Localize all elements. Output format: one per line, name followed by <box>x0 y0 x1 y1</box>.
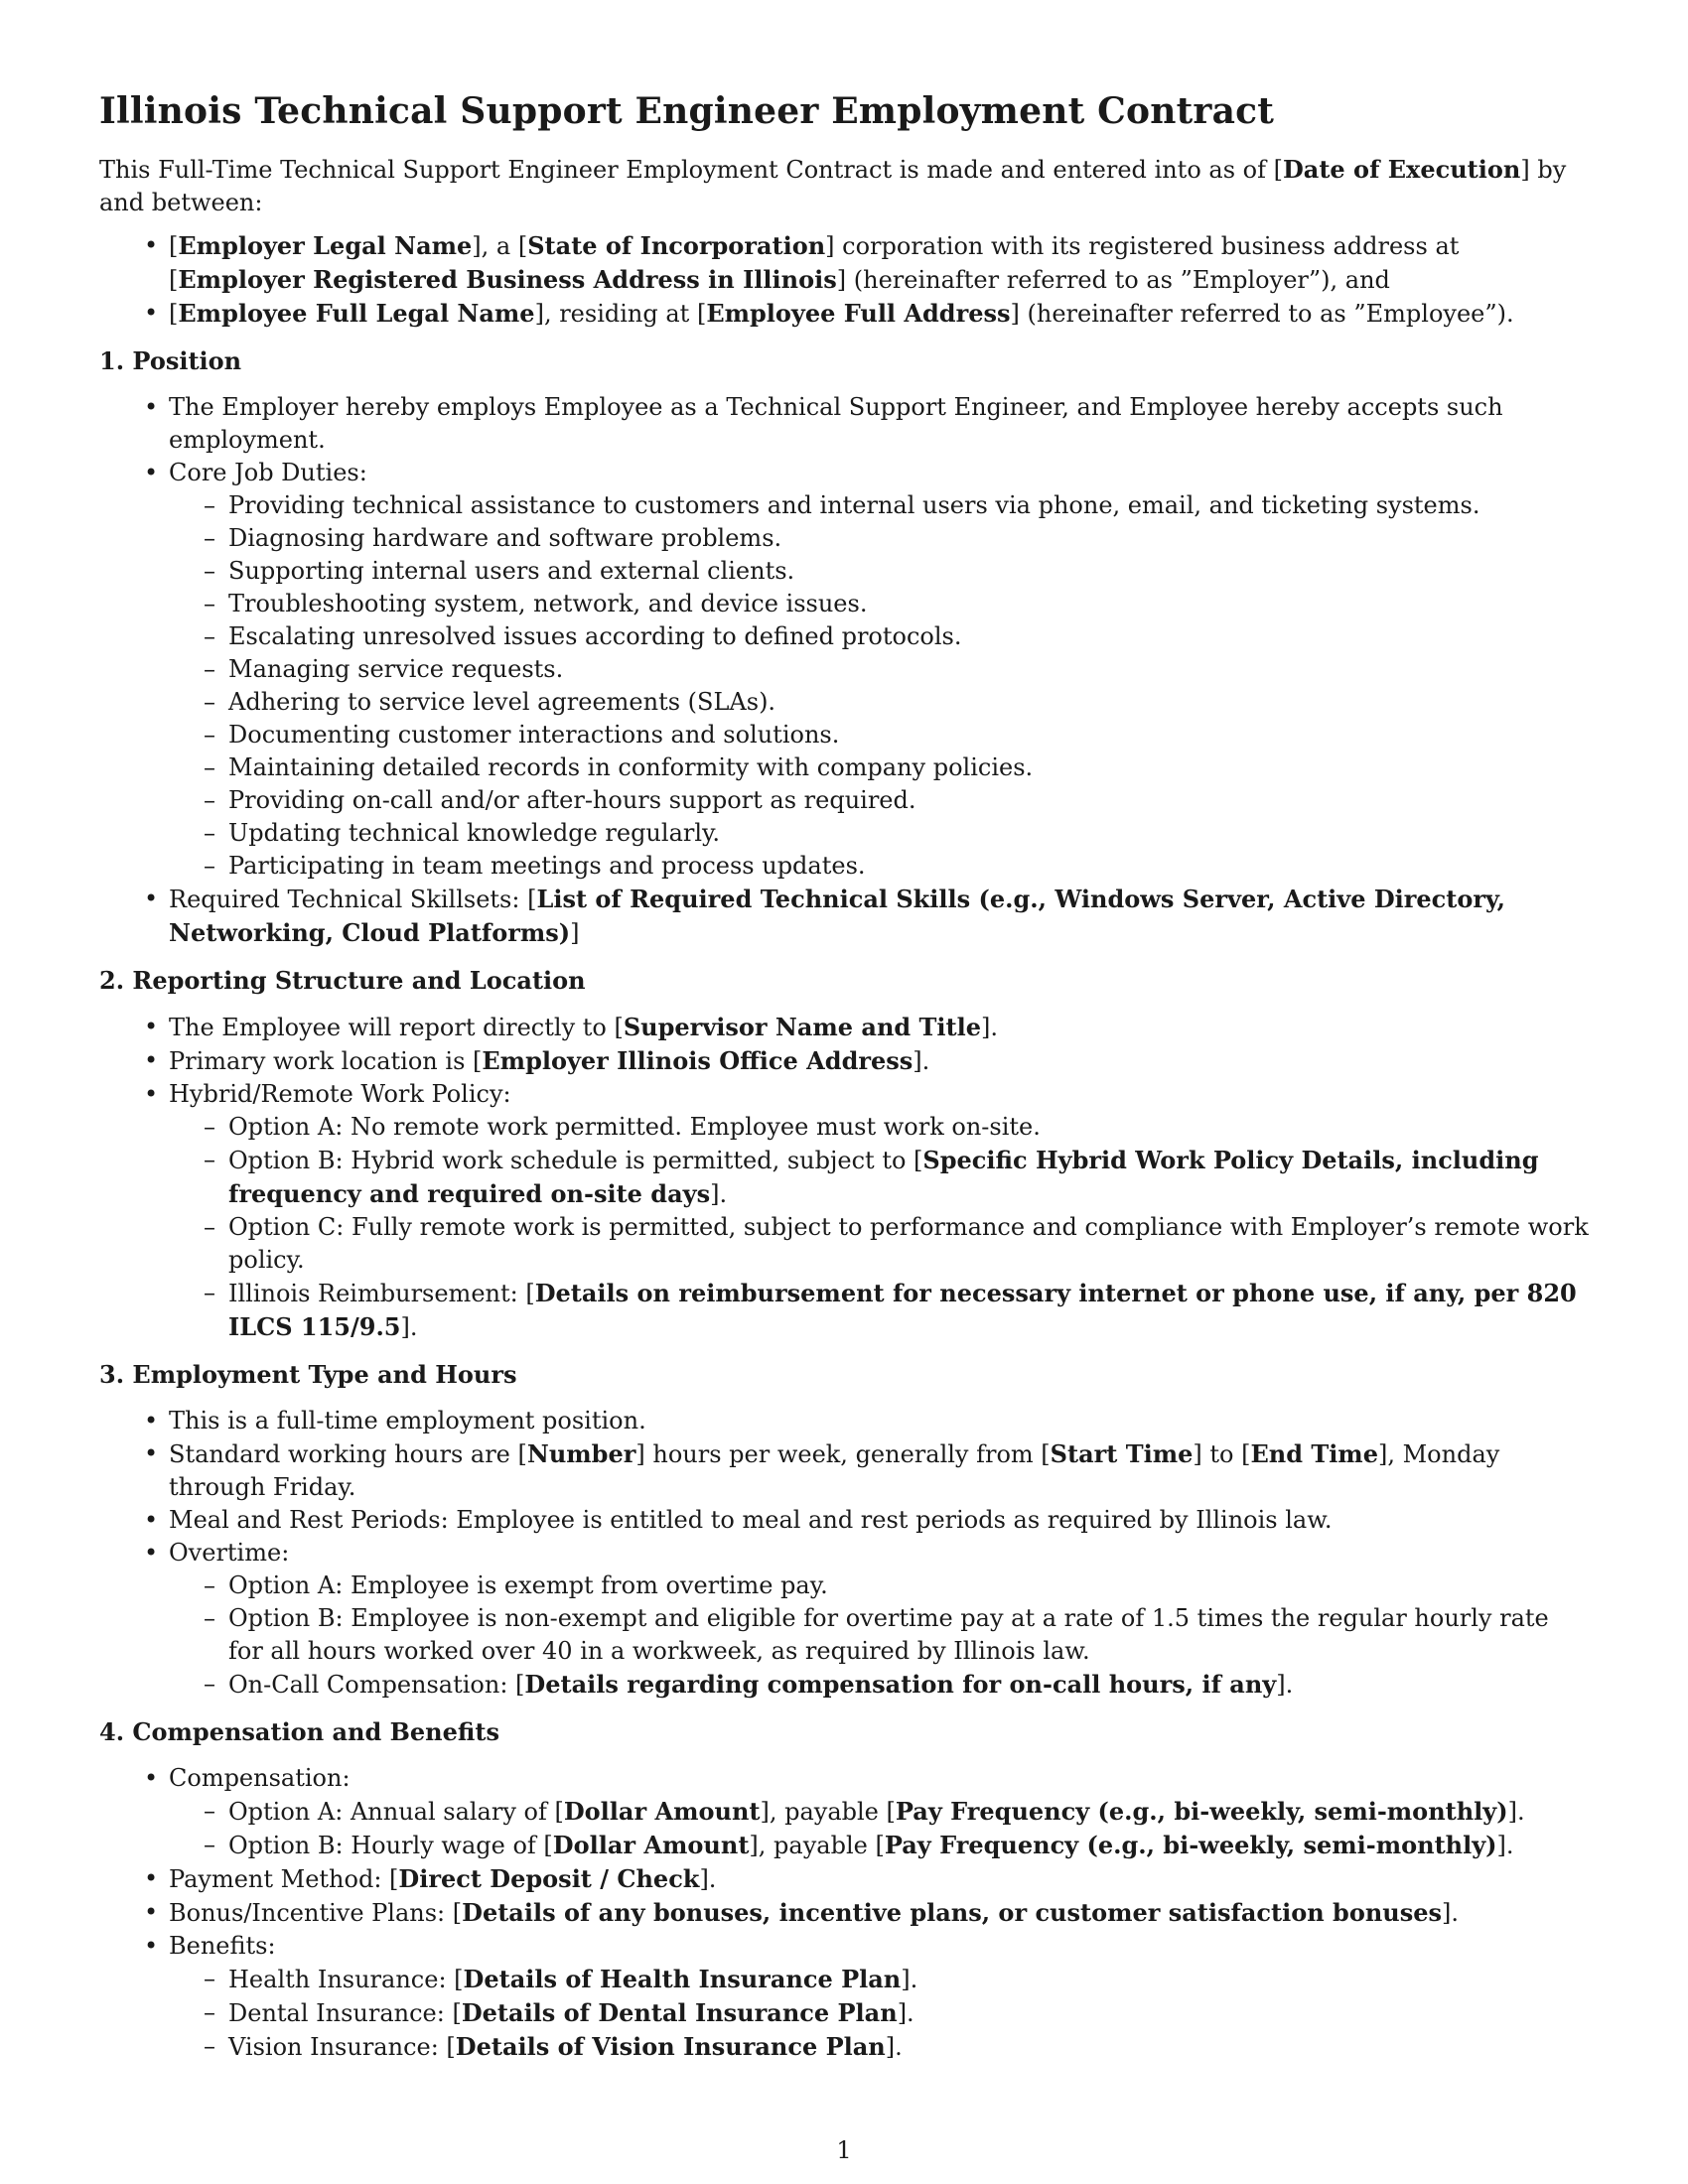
list-item: • Benefits: – Health Insurance: [Details of Health Insurance Plan]. – Dental Insurance: [Details of Dental Insurance Plan]. – Vision Insurance: [Details of Vision Insurance Plan]. <box>169 1930 1589 2064</box>
policy-options-list <box>169 1111 1589 1344</box>
section-heading-compensation: 4. Compensation and Benefits <box>99 1717 499 1746</box>
list-item: • The Employer hereby employs Employee as a Technical Support Engineer, and Employee hereby accepts such employment. <box>169 391 1589 457</box>
sub-item: – Option A: Annual salary of [Dollar Amount], payable [Pay Frequency (e.g., bi-weekly, semi-monthly)]. <box>228 1795 1589 1829</box>
list-item: • The Employee will report directly to [Supervisor Name and Title]. <box>169 1011 1589 1044</box>
sub-item: – Option B: Hourly wage of [Dollar Amount], payable [Pay Frequency (e.g., bi-weekly, semi-monthly)]. <box>228 1829 1589 1862</box>
duty-item: – Providing on-call and/or after-hours support as required. <box>228 784 1589 817</box>
duty-item: – Updating technical knowledge regularly. <box>228 817 1589 850</box>
intro-paragraph: This Full-Time Technical Support Engineer Employment Contract is made and entered into as of [Date of Execution] by and between: <box>99 155 1567 216</box>
page-number: 1 <box>836 2136 852 2164</box>
duty-item: – Diagnosing hardware and software problems. <box>228 522 1589 555</box>
document-title: Illinois Technical Support Engineer Employment Contract <box>99 90 1275 132</box>
hours-list <box>99 1405 1589 1702</box>
position-list <box>99 391 1589 950</box>
document-page <box>99 87 1589 2064</box>
list-item: • Core Job Duties: – Providing technical assistance to customers and internal users via phone, email, and ticketing systems. – Diagnosing hardware and software problems. – Supporting internal users and external clients. – Troubleshooting system, network, and device issues. – Escalating unresolved issues according to defined protocols. – Managing service requests. – Adhering to service level agreements (SLAs). – Documenting customer interactions and solutions. – Maintaining detailed records in conformity with company policies. – Providing on-call and/or after-hours support as required. – Updating technical knowledge regularly. – Participating in team meetings and process updates. <box>169 457 1589 883</box>
sub-item: – Option B: Employee is non-exempt and eligible for overtime pay at a rate of 1.5 times the regular hourly rate for all hours worked over 40 in a workweek, as required by Illinois law. <box>228 1602 1589 1668</box>
duty-item: – Adhering to service level agreements (SLAs). <box>228 686 1589 719</box>
overtime-options-list <box>169 1570 1589 1702</box>
reporting-list <box>99 1011 1589 1344</box>
duty-item: – Escalating unresolved issues according to defined protocols. <box>228 620 1589 653</box>
sub-item: – Illinois Reimbursement: [Details on reimbursement for necessary internet or phone use, if any, per 820 ILCS 115/9.5]. <box>228 1277 1589 1344</box>
list-item: • Primary work location is [Employer Illinois Office Address]. <box>169 1044 1589 1078</box>
sub-item: – Option A: Employee is exempt from overtime pay. <box>228 1570 1589 1602</box>
list-item: • Compensation: – Option A: Annual salary of [Dollar Amount], payable [Pay Frequency (e.g., bi-weekly, semi-monthly)]. – Option B: Hourly wage of [Dollar Amount], payable [Pay Frequency (e.g., bi-weekly, semi-monthly)]. <box>169 1762 1589 1862</box>
list-item: • This is a full-time employment position. <box>169 1405 1589 1437</box>
duties-list <box>169 489 1589 883</box>
sub-item: – Option A: No remote work permitted. Employee must work on-site. <box>228 1111 1589 1144</box>
sub-item: – Vision Insurance: [Details of Vision Insurance Plan]. <box>228 2030 1589 2064</box>
list-item: • Bonus/Incentive Plans: [Details of any bonuses, incentive plans, or customer satisfaction bonuses]. <box>169 1896 1589 1930</box>
benefits-list <box>169 1963 1589 2064</box>
section-heading-position: 1. Position <box>99 346 242 375</box>
list-item: • Meal and Rest Periods: Employee is entitled to meal and rest periods as required by Illinois law. <box>169 1504 1589 1537</box>
parties-list <box>99 229 1589 331</box>
sub-item: – Dental Insurance: [Details of Dental Insurance Plan]. <box>228 1996 1589 2030</box>
list-item: • Required Technical Skillsets: [List of Required Technical Skills (e.g., Windows Server, Active Directory, Networking, Cloud Platforms)] <box>169 883 1589 950</box>
sub-item: – On-Call Compensation: [Details regarding compensation for on-call hours, if any]. <box>228 1668 1589 1702</box>
section-heading-reporting: 2. Reporting Structure and Location <box>99 966 586 995</box>
section-heading-hours: 3. Employment Type and Hours <box>99 1360 517 1389</box>
duty-item: – Supporting internal users and external clients. <box>228 555 1589 588</box>
duty-item: – Providing technical assistance to customers and internal users via phone, email, and ticketing systems. <box>228 489 1589 522</box>
list-item: • Hybrid/Remote Work Policy: – Option A: No remote work permitted. Employee must work on-site. – Option B: Hybrid work schedule is permitted, subject to [Specific Hybrid Work Policy Details, including frequency and required on-site days]. – Option C: Fully remote work is permitted, subject to performance and compliance with Employer’s remote work policy. – Illinois Reimbursement: [Details on reimbursement for necessary internet or phone use, if any, per 820 ILCS 115/9.5]. <box>169 1078 1589 1344</box>
list-item: • Payment Method: [Direct Deposit / Check]. <box>169 1862 1589 1896</box>
sub-item: – Option B: Hybrid work schedule is permitted, subject to [Specific Hybrid Work Policy Details, including frequency and required on-site days]. <box>228 1144 1589 1211</box>
sub-item: – Option C: Fully remote work is permitted, subject to performance and compliance with Employer’s remote work policy. <box>228 1211 1589 1277</box>
duty-item: – Maintaining detailed records in conformity with company policies. <box>228 751 1589 784</box>
sub-item: – Health Insurance: [Details of Health Insurance Plan]. <box>228 1963 1589 1996</box>
duty-item: – Participating in team meetings and process updates. <box>228 850 1589 883</box>
party-employee: • [Employee Full Legal Name], residing at [Employee Full Address] (hereinafter referred to as ”Employee”). <box>169 297 1589 331</box>
duty-item: – Troubleshooting system, network, and device issues. <box>228 588 1589 620</box>
duty-item: – Managing service requests. <box>228 653 1589 686</box>
compensation-options-list <box>169 1795 1589 1862</box>
duty-item: – Documenting customer interactions and solutions. <box>228 719 1589 751</box>
compensation-list <box>99 1762 1589 2064</box>
list-item: • Overtime: – Option A: Employee is exempt from overtime pay. – Option B: Employee is non-exempt and eligible for overtime pay at a rate of 1.5 times the regular hourly rate for all hours worked over 40 in a workweek, as required by Illinois law. – On-Call Compensation: [Details regarding compensation for on-call hours, if any]. <box>169 1537 1589 1702</box>
party-employer: • [Employer Legal Name], a [State of Incorporation] corporation with its registered business address at [Employer Registered Business Address in Illinois] (hereinafter referred to as ”Employer”), and <box>169 229 1589 297</box>
list-item: • Standard working hours are [Number] hours per week, generally from [Start Time] to [End Time], Monday through Friday. <box>169 1437 1589 1504</box>
